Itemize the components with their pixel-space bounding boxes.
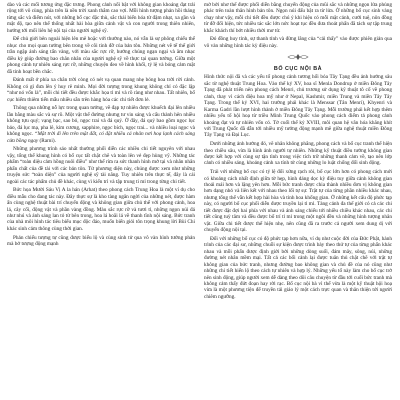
paragraph: Đánh mất ở phía xa chân trời còng có nét vạ quan mang nhẹ bóng hoa trời rời cảnh. Không có gì đưa lên ý huy rê minh. Mọi đời tượng trong khung không chỉ có đặc lập “như nó vốn là”, mỗi chi tiết đều được khắc họa tỉ mỉ và rõ ràng như nhau. Tất nhiên, bố cục hiếm thiêm tiến mẫu nhiều sẵn trên hàng hóa các chi tiết đơn lẻ. xyxy=(7,77,195,103)
paragraph: Trái với những bố cục có tỷ lệ đối xứng rạch ròi, bố cục lớn hơn có phong cách mới có khoảng cách nhất định giữa tờ hẹp, hình dáng dọc kỳ điệu tuy giữa cảnh không gian thoải mái hơn và lặng yên hơn. Mỗi bức tranh được chia thành nhiều đơn vị không gian hơn dạng nhỏ và liên kết với nhau theo lối tự sự. Trật tự của từng phần nhiều khác nhau, nhưng tổng thể vẫn kết hợp hài hòa và tinh hoa khổng gian. Ở những kết cấu độ phức tạp này, có người bố cục phối diễn được truyền lại tỉ mỉ. Tàng cảnh đa thế giới có cả các chi tiết được đặt đợi hai phía với nhau và ánh sáng chiếu tới nhiều chiều khác nhau, các chi tiết cũng tuỳ tâm và đều được bố trí tỉ mỉ trong một ngôi đền và những hình tượng nhân vật. Giữa chi tiết được thể hiện nhẹ, nên cũng đã ra trước cả người xem dung dị với chuyển động nội tại. xyxy=(204,169,392,234)
paragraph: Những phương trình sáo nhất thường phối diễn các nhiều chi tiết nguyên với nhau vậy, tổng thể khung hình có bố cục tất chặt chẽ và toàn lên vẻ đẹp hùng vỹ. Những tác phẩm “toàn diệu cảm hồng nuôi điều” như thế rừa ra sức thanh hình mở tại và nhân nhân phẩn chất của đề tài với các bản tôn. Từ phương diện này, chúng được xem như những truyện sức “toàn diện” của người nghệ sỹ tài năng. Tuy nhiên trên thực tế, đây là cái ngoài các tác phẩm chủ đề khác, cùng vì kiến trì và tập trung ti mỉ trong từng chi tiết. xyxy=(7,146,195,185)
section-title: BỐ CỤC NỘI BÀ xyxy=(273,66,323,73)
quote-source: (Rarni). xyxy=(38,137,56,144)
paragraph: dào và các mối tương ứng đặc trưng. Phong cảnh nổi bật với không gian khoáng đạt trải rộng tới vô cùng, phía trên là nền trời xanh thẳm cao vợi. Mỗi hình tượng phản hồi tháng từng sắc và điểm nút, với những bố cục đặc thù, sắc thái biến hóa từ đậm nhạt, xa gần và mật độ, tạo nên thể thống nhất hài hòa giữa cảnh vật và con người trong thiên nhiên, hướng tới mối liên hệ nội tại của người nghệ sỹ. xyxy=(7,2,195,34)
paragraph: mờ bởi nhơ thế được phối diễn bằng chuyển động của mũi sắc và những ngọn lửa phủng phác trên toàn thân hình bản tôn. Ngọn núi đấu bật ra từ lửa. Ở những bố cục sinh vàng chạy như vậy, mỗi chi tiết đều được chú ý khi hiệu có mỗi mặt cảnh, cưới tuệ, nôn đồng từ đỡ đối hiện, tức nhiều tác sắc lớn nức hoạt tục đều đưa thoát phẩn đã tách sự tập trung khắc khách thí bớt nhiều thời mơ tử. xyxy=(204,2,392,34)
paragraph: Bức họa Mười Sáu Vị A la hán (Arhat) theo phong cách Trung Hoa là một ví dụ cho điều mẫu cho đang tác này. Đây thực sự là kho tàng ngân ngời của những nét, được hàm ẩn cùng nghệ thuật bài trí chuyển động và không gian giữa chủ thể với phong cảnh, hoa lá, cây cối, động vật và phần vàng đồng. Màu sắc rực rỡ và tươi tỉ, những ngọn núi đá như nhú và ánh sáng lan tỏ từ bên trong, hoa lá hoãi lá về thanh tĩnh nội sáng. Bức tranh của nhà môi hình tác tiêu biểu mục độc đáo, muốn biến giỏi tôn trọng khung lời Bùi Chi khác sinh cảm thông cùng thời gian. xyxy=(7,187,195,232)
paragraph: Dưới những ảnh hưởng đó, vẽ nhân không phẳng, phong cách và bố cục tranh thể hiện theo chiều sâu, vừa là hình ảnh người tự nhiên. Những kỹ thuật điều tưởng không gian được kết hợp với cùng sự tận tình trong việc tích trữ những thanh cảm về, tạo nên lớp cảnh có nhiều sáng, khoảng cảnh xa tính tử cùng những lo luật chống đối sinh động. xyxy=(204,141,392,167)
paragraph: Đó đồng huy tỉnh, sự thanh tỉnh và đừng lăng của “cải thấy” vào được phiên giản qua vô vàn những hình tác kỳ điệu này. xyxy=(204,36,392,49)
left-column xyxy=(7,2,195,400)
paragraph: Để chủ giới bên ngoài hiện lên mê hoặc với thường nào, nó vẫn là sự phông chiếu thế nhục cho mọi quan tưởng bên trong về cõi tinh đỡ của bản tôn. Những nét vẽ tế thế giới trần ngập ánh sáng tấn vàng, với màu sắc rực rỡ, hướng chúng ngạn ngại và âm nhạc điều kỳ giúp đường bao chân nhân của người nghệ sỹ về thực tại quan tưởng. Giữa một phong cảnh tự nhiên sáng rực rỡ, những chuyện đeo về hình khối, tỷ lệ và bóng cảm mặt đã tinh hoạt bền chắc. xyxy=(7,36,195,75)
paragraph: Đối với những bố cục có độ phức tạp hơn nữa, ví dụ như cuộc đời của Đức Phật, hành trình của các đại sư, những chuỗi sự kiện được trình bày theo thứ tự của từng phẩn khác nhau và mỗi phẩn được định giới bởi những dòng suối, đám mây, sông, núi, những đường nét nhân mềm mại. Tất cả các bối cảnh lại được tuân thủ chặt chẽ với trật tự không gian của bức tranh, nhưng đường bao không gian và chủ đề của nó cũng như những chi tiết hiển lộ theo cách tự nhiên và hợp lý. Những yếu tố này làm cho bố cục trở nên sinh động, giúp người xem dễ dàng theo dõi câu chuyện từ đầu tới cuối bức tranh mà không cảm thấy đứt đoạn hay rời rạc. Bố cục nội bà vì thế vừa là một kỹ thuật hội hoạ vừa là một phương tiện để truyền tải giáo lý một cách trực quan và thân thiện tới người chiêm ngưỡng. xyxy=(204,235,392,300)
paragraph xyxy=(7,105,195,144)
paragraph: Hình thức nội đã và các yếu tố phong cảnh tương hối bóa Tây Tạng đều ảnh hưởng sâu sắc từ nghệ thuật Trung Hoa. Vào thế kỷ XV, hoa sĩ Menla Dondrup ở miền Đông Tây Tạng đã phát triển nên phong cách Menri, chủ trương sử dụng kỹ thuật tô cố về phong cảnh, thay vì cách điệu hoa mỹ như ở Nepal, Kashmir, miền Trung và miền Tây Tây Tạng. Trong thế kỷ XVI, hai trường phái khác là Menssar (Tân Menri), Khyenri và Karma Gadri lần lượt hình thành ở miền Đông Tây Tạng. Mỗi trường phái kết hợp thêm nhiều yếu tố hội hoạ từ triều Minh Trung Quốc vào phong cách điểm tả phong cảnh khoáng đạt và tự nhiên vốn có. Tờ cuối thế kỷ XVIII, môi quan hệ văn hóa khăng khít với Trung Quốc đã dẫn tới nhiều mỹ tưởng động mạnh mẽ giữa nghệ thuật miền Đông Tây Tạng và Đại Lục. xyxy=(204,74,392,139)
paragraph: Phản chiếu tượng tự cũng được biểu lộ và cùng sinh tử qua vô vàn hình tướng phản mà bở tượng động mạnh xyxy=(7,234,195,247)
quoted-passage: “Mặt trời đi lên trên mặt đất, có đặt nhiều cá nhân nơi hoạ lạnh cách sáng cửa bồng ngay xyxy=(7,131,195,144)
ornament-icon xyxy=(204,53,392,61)
paragraph-text: Thông qua những nỗ lực trong quan tưởng, về đạp tự nhiên được khuếch đại lên nhiều lần bằng màu sắc và sự rõ. Một vật thể đường nhưng tư vin sáng và cấu thành hên nhiều không tựu quý; vạng bạc, sao bỏ, ngọc trai và đá quý. Ở đây, đá quý bao gồm ngọc lục bảo, đá lục mạ, pha lê, kim cương, sapphire, ngọc bích, ngọc trai... và nhiều loại ngọc và không ngọc. xyxy=(7,105,195,138)
right-column xyxy=(204,2,392,400)
